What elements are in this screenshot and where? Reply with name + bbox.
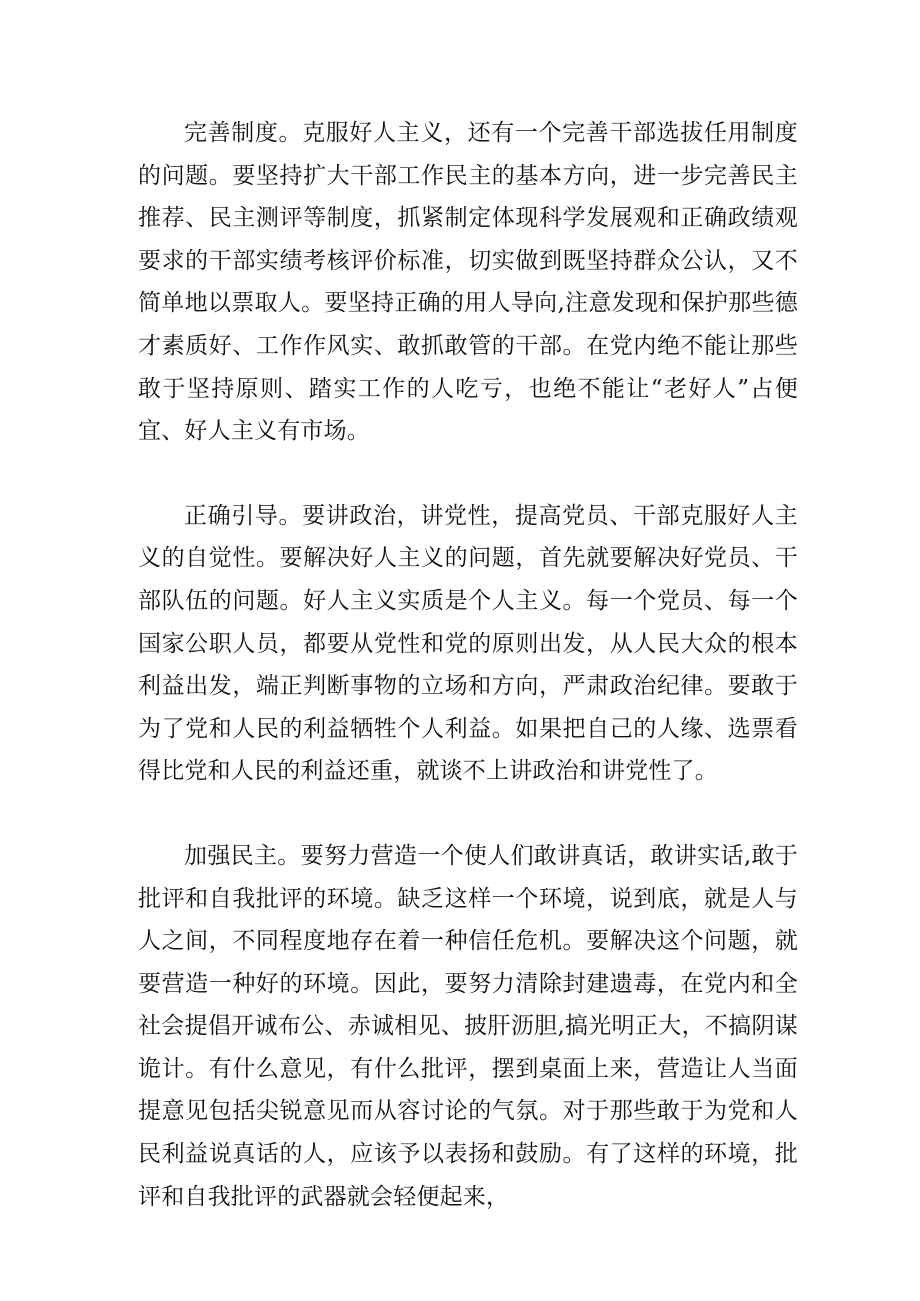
paragraph-strengthen-democracy: 加强民主。要努力营造一个使人们敢讲真话，敢讲实话,敢于批评和自我批评的环境。缺乏这样一个环境，说到底，就是人与人之间，不同程度地存在着一种信任危机。要解决这个问题，就要营造一种好的环境。因此，要努力清除封建遗毒，在党内和全社会提倡开诚布公、赤诚相见、披肝沥胆,搞光明正大，不搞阴谋诡计。有什么意见，有什么批评，摆到桌面上来，营造让人当面提意见包括尖锐意见而从容讨论的气氛。对于那些敢于为党和人民利益说真话的人，应该予以表扬和鼓励。有了这样的环境，批评和自我批评的武器就会轻便起来， [138,842,798,1210]
paragraph-correct-guidance: 正确引导。要讲政治，讲党性，提高党员、干部克服好人主义的自觉性。要解决好人主义的问题，首先就要解决好党员、干部队伍的问题。好人主义实质是个人主义。每一个党员、每一个国家公职人员，都要从党性和党的原则出发，从人民大众的根本利益出发，端正判断事物的立场和方向，严肃政治纪律。要敢于为了党和人民的利益牺牲个人利益。如果把自己的人缘、选票看得比党和人民的利益还重，就谈不上讲政治和讲党性了。 [138,502,798,785]
document-page [138,112,798,1218]
paragraph-improve-system: 完善制度。克服好人主义，还有一个完善干部选拔任用制度的问题。要坚持扩大干部工作民主的基本方向，进一步完善民主推荐、民主测评等制度，抓紧制定体现科学发展观和正确政绩观要求的干部实绩考核评价标准，切实做到既坚持群众公认，又不简单地以票取人。要坚持正确的用人导向,注意发现和保护那些德才素质好、工作作风实、敢抓敢管的干部。在党内绝不能让那些敢于坚持原则、踏实工作的人吃亏，也绝不能让“老好人”占便宜、好人主义有市场。 [138,120,798,445]
